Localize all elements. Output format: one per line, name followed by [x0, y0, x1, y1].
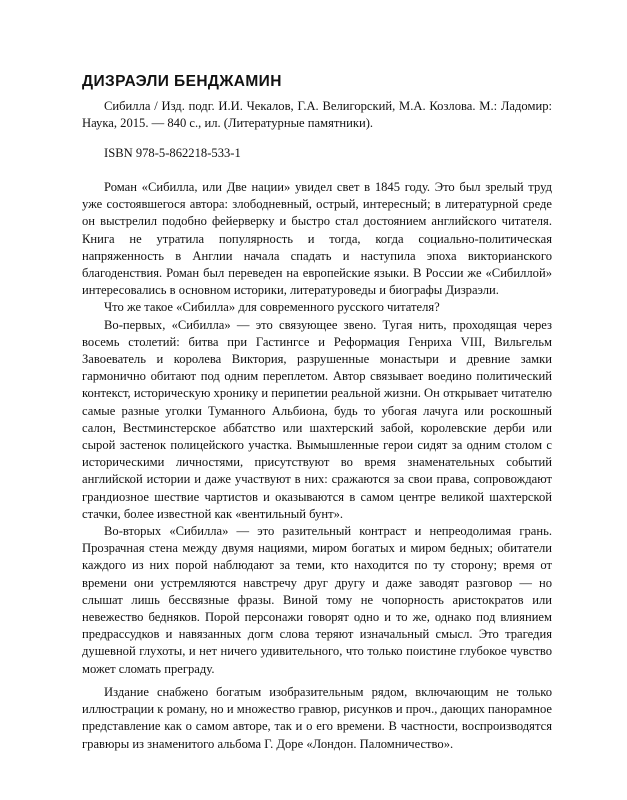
review-body: [82, 179, 552, 753]
author-heading: ДИЗРАЭЛИ БЕНДЖАМИН: [82, 73, 282, 90]
review-page: [82, 72, 552, 753]
paragraph-first-point: Во-первых, «Сибилла» — это связующее звено. Тугая нить, проходящая через восемь столетий: битва при Гастингсе и Реформация Генриха VIII, Вильгельм Завоеватель и королева Виктория, разрушенные монастыри и древние замки гармонично обитают под одним переплетом. Автор связывает воедино политический контекст, историческую хронику и перипетии реальной жизни. Он открывает читателю самые разные уголки Туманного Альбиона, будь то убогая лачуга или роскошный салон, Вестминстерское аббатство или шахтерский забой, королевские дерби или сырой застенок полицейского участка. Вымышленные герои сидят за одним столом с историческими личностями, присутствуют во время знаменательных событий английской истории и даже участвуют в них: сражаются за свои права, сопровождают грандиозное шествие чартистов и оказываются в самом центре великой шахтерской стачки, более известной как «вентильный бунт».: [82, 317, 552, 521]
paragraph-intro: Роман «Сибилла, или Две нации» увидел свет в 1845 году. Это был зрелый труд уже состоявшегося автора: злободневный, острый, интересный; в литературной среде он выстрелил подобно фейерверку и быстро стал достоянием английского читателя. Книга не утратила популярность и тогда, когда социально-политическая напряженность в Англии начала спадать и наступила эпоха викторианского благоденствия. Роман был переведен на европейские языки. В России же «Сибиллой» интересовались в основном историки, литературоведы и биографы Дизраэли.: [82, 180, 552, 298]
paragraph-second-point: Во-вторых «Сибилла» — это разительный контраст и непреодолимая грань. Прозрачная стена между двумя нациями, миром богатых и миром бедных; обитатели каждого из них порой наблюдают за теми, кто находится по ту сторону; время от времени они устремляются навстречу друг другу и даже заводят разговор — но слышат лишь бессвязные фразы. Виной тому не чопорность аристократов или невежество бедняков. Порой персонажи говорят одно и то же, однако под влиянием предрассудков и навязанных догм слова теряют изначальный смысл. Это трагедия душевной глухоты, и нет ничего удивительного, что только поистине глубокое чувство может сломать преграду.: [82, 524, 552, 676]
paragraph-edition: Издание снабжено богатым изобразительным рядом, включающим не только иллюстрации к роману, но и множество гравюр, рисунков и проч., дающих панорамное представление как о самом авторе, так и о его времени. В частности, воспроизводятся гравюры из знаменитого альбома Г. Доре «Лондон. Паломничество».: [82, 684, 552, 751]
isbn-line: ISBN 978-5-862218-533-1: [104, 146, 241, 160]
bibliographic-entry: Сибилла / Изд. подг. И.И. Чекалов, Г.А. Велигорский, М.А. Козлова. М.: Ладомир: Наука, 2015. — 840 с., ил. (Литературные памятники).: [82, 99, 552, 130]
paragraph-question: Что же такое «Сибилла» для современного русского читателя?: [104, 300, 440, 315]
